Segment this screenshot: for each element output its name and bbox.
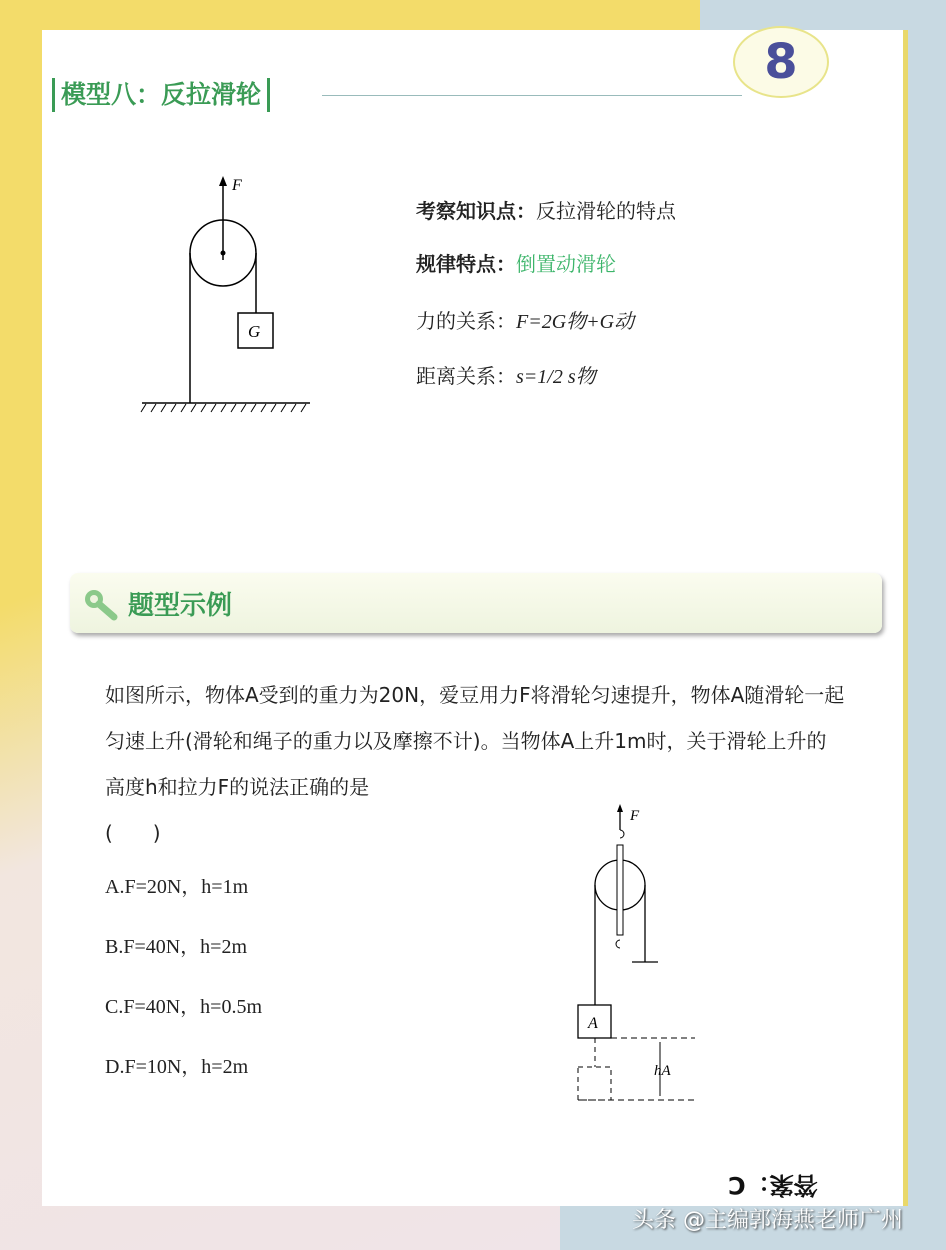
- answer-blank: ( ): [105, 821, 161, 845]
- section-header: [70, 573, 882, 633]
- model-pulley-diagram: [140, 170, 320, 420]
- force-label: F: [630, 808, 640, 824]
- distance-relation: 距离关系：s=1/2 s物: [416, 364, 596, 388]
- option-a: A.F=20N，h=1m: [105, 876, 249, 898]
- watermark: 头条 @主编郭海燕老师广州: [632, 1208, 903, 1233]
- block-label: G: [248, 322, 261, 341]
- option-b: B.F=40N，h=2m: [105, 936, 248, 958]
- knowledge-point: 考察知识点：反拉滑轮的特点: [416, 199, 676, 223]
- height-label: hA: [654, 1063, 671, 1079]
- problem-pulley-diagram: [570, 800, 710, 1110]
- option-c: C.F=40N，h=0.5m: [105, 996, 263, 1018]
- question-text: 如图所示，物体A受到的重力为20N，爱豆用力F将滑轮匀速提升，物体A随滑轮一起匀速上升(滑轮和绳子的重力以及摩擦不计)。当物体A上升1m时，关于滑轮上升的高度h和拉力F的说法正确的是 ( ): [105, 683, 845, 845]
- title-divider: [322, 95, 742, 96]
- rule-feature: 规律特点：倒置动滑轮: [416, 252, 616, 276]
- number-badge: 8: [733, 26, 829, 98]
- wrench-icon: [82, 587, 118, 621]
- answer-upside-down: 答案：C: [728, 1171, 818, 1199]
- force-relation: 力的关系：F=2G物+G动: [416, 309, 635, 333]
- option-d: D.F=10N，h=2m: [105, 1056, 249, 1078]
- model-title: 模型八：反拉滑轮: [52, 78, 270, 112]
- section-title: 题型示例: [128, 591, 233, 621]
- force-label: F: [232, 177, 242, 194]
- block-label: A: [588, 1015, 598, 1032]
